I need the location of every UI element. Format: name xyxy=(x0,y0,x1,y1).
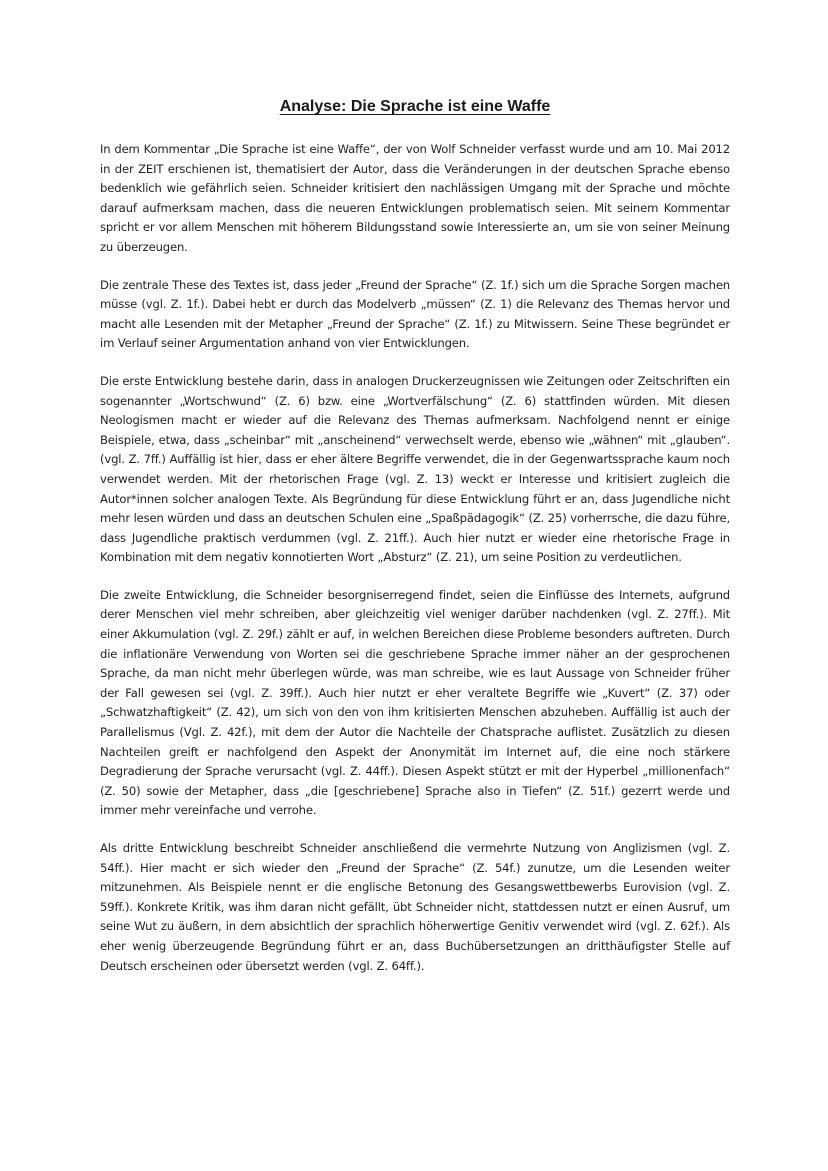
paragraph-third-development: Als dritte Entwicklung beschreibt Schneider anschließend die vermehrte Nutzung von Anglizismen (vgl. Z. 54ff.). Hier macht er sich wieder den „Freund der Sprache“ (Z. 54f.) zunutze, um die Lesenden weiter mitzunehmen. Als Beispiele nennt er die englische Betonung des Gesangswettbewerbs Eurovision (vgl. Z. 59ff.). Konkrete Kritik, was ihm daran nicht gefällt, übt Schneider nicht, stattdessen nutzt er einen Ausruf, um seine Wut zu äußern, in dem absichtlich der sprachlich höherwertige Genitiv verwendet wird (vgl. Z. 62f.). Als eher wenig überzeugende Begründung führt er an, dass Buchübersetzungen an dritthäufigster Stelle auf Deutsch erscheinen oder übersetzt werden (vgl. Z. 64ff.). xyxy=(100,841,730,973)
document-title: Analyse: Die Sprache ist eine Waffe xyxy=(279,98,551,115)
paragraph-second-development: Die zweite Entwicklung, die Schneider besorgniserregend findet, seien die Einflüsse des Internets, aufgrund derer Menschen viel mehr schreiben, aber gleichzeitig viel weniger darüber nachdenken (vgl. Z. 27ff.). Mit einer Akkumulation (vgl. Z. 29f.) zählt er auf, in welchen Bereichen diese Probleme besonders auftreten. Durch die inflationäre Verwendung von Worten sei die geschriebene Sprache immer näher an der gesprochenen Sprache, da man nicht mehr überlegen würde, was man schreibe, wie es laut Aussage von Schneider früher der Fall gewesen sei (vgl. Z. 39ff.). Auch hier nutzt er eher veraltete Begriffe wie „Kuvert“ (Z. 37) oder „Schwatzhaftigkeit“ (Z. 42), um sich von den von ihm kritisierten Menschen abzuheben. Auffällig ist auch der Parallelismus (Vgl. Z. 42f.), mit dem der Autor die Nachteile der Chatsprache auflistet. Zusätzlich zu diesen Nachteilen greift er nachfolgend den Aspekt der Anonymität im Internet auf, die eine noch stärkere Degradierung der Sprache verursacht (vgl. Z. 44ff.). Diesen Aspekt stützt er mit der Hyperbel „millionenfach“ (Z. 50) sowie der Metapher, dass „die [geschriebene] Sprache also in Tiefen“ (Z. 51f.) gezerrt werde und immer mehr vereinfache und verrohe. xyxy=(100,587,730,818)
paragraph-central-thesis: Die zentrale These des Textes ist, dass jeder „Freund der Sprache“ (Z. 1f.) sich um die Sprache Sorgen machen müsse (vgl. Z. 1f.). Dabei hebt er durch das Modelverb „müssen“ (Z. 1) die Relevanz des Themas hervor und macht alle Lesenden mit der Metapher „Freund der Sprache“ (Z. 1f.) zu Mitwissern. Seine These begründet er im Verlauf seiner Argumentation anhand von vier Entwicklungen. xyxy=(100,277,730,351)
paragraph-first-development: Die erste Entwicklung bestehe darin, dass in analogen Druckerzeugnissen wie Zeitungen oder Zeitschriften ein sogenannter „Wortschwund“ (Z. 6) bzw. eine „Wortverfälschung“ (Z. 6) stattfinden würden. Mit diesen Neologismen macht er wieder auf die Relevanz des Themas aufmerksam. Nachfolgend nennt er einige Beispiele, etwa, dass „scheinbar“ mit „anscheinend“ verwechselt werde, ebenso wie „wähnen“ mit „glauben“. (vgl. Z. 7ff.) Auffällig ist hier, dass er eher ältere Begriffe verwendet, die in der Gegenwartssprache kaum noch verwendet werden. Mit der rhetorischen Frage (vgl. Z. 13) weckt er Interesse und kritisiert zugleich die Autor*innen solcher analogen Texte. Als Begründung für diese Entwicklung führt er an, dass Jugendliche nicht mehr lesen würden und dass an deutschen Schulen eine „Spaßpädagogik“ (Z. 25) vorherrsche, die dazu führe, dass Jugendliche praktisch verdummen (vgl. Z. 21ff.). Auch hier nutzt er wieder eine rhetorische Frage in Kombination mit dem negativ konnotierten Wort „Absturz“ (Z. 21), um seine Position zu verdeutlichen. xyxy=(100,373,730,565)
paragraph-introduction: In dem Kommentar „Die Sprache ist eine Waffe“, der von Wolf Schneider verfasst wurde und am 10. Mai 2012 in der ZEIT erschienen ist, thematisiert der Autor, dass die Veränderungen in der deutschen Sprache ebenso bedenklich wie gefährlich seien. Schneider kritisiert den nachlässigen Umgang mit der Sprache und möchte darauf aufmerksam machen, dass die neueren Entwicklungen problematisch seien. Mit seinem Kommentar spricht er vor allem Menschen mit höherem Bildungsstand sowie Interessierte an, um sie von seiner Meinung zu überzeugen. xyxy=(100,142,730,254)
